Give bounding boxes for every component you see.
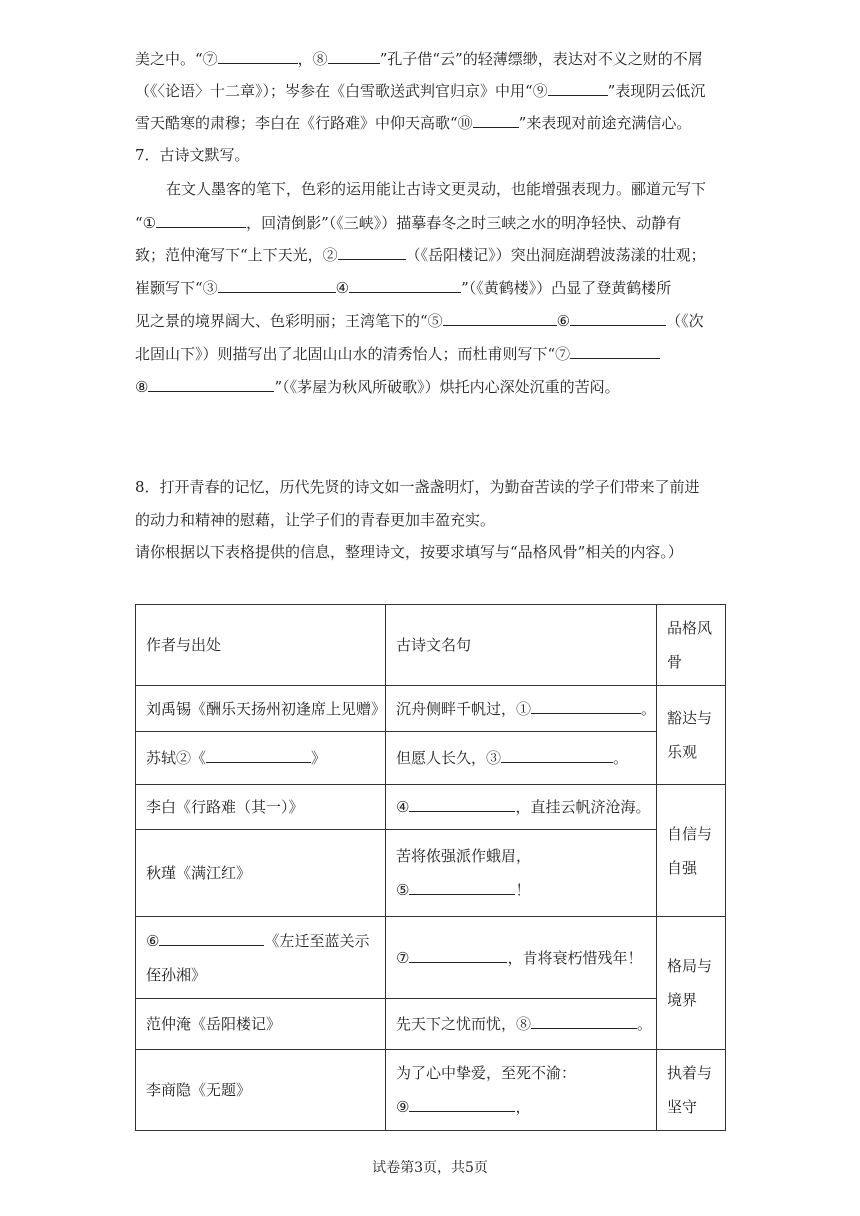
poem-table	[135, 604, 726, 1131]
text: “①	[135, 214, 157, 232]
text-line	[135, 542, 683, 562]
text: 在文人墨客的笔下，色彩的运用能让古诗文更灵动，也能增强表现力。郦道元写下	[166, 180, 707, 198]
text-line	[135, 343, 660, 364]
text-line	[166, 179, 706, 199]
text: ”来表现对前途充满信心。	[518, 114, 692, 132]
text: 请你根据以下表格提供的信息，整理诗文，按要求填写与“品格风骨”相关的内容。）	[135, 543, 683, 561]
text-line	[135, 112, 691, 133]
answer-blank[interactable]	[570, 343, 660, 359]
text: （《岳阳楼记》）突出洞庭湖碧波荡漾的壮观；	[405, 246, 706, 264]
answer-blank[interactable]	[156, 212, 246, 228]
text: 。	[613, 749, 629, 767]
text: ⑨	[396, 1098, 410, 1116]
text: ，回清倒影”（《三峡》）描摹春冬之时三峡之水的明净轻快、动静有	[246, 214, 682, 232]
text: ”孔子借“云”的轻薄缥缈，表达对不义之财的不屑	[379, 50, 703, 68]
answer-blank[interactable]	[206, 747, 311, 763]
answer-blank[interactable]	[328, 48, 380, 64]
text: ⑥	[146, 931, 160, 950]
text: ！	[515, 881, 531, 899]
text: ”（《茅屋为秋风所破歌》）烘托内心深处沉重的苦闷。	[274, 378, 620, 396]
cell-author: 李商隐《无题》	[136, 1050, 386, 1131]
cell-character: 豁达与乐观	[657, 686, 726, 785]
answer-blank[interactable]	[409, 879, 515, 895]
cell-line	[386, 830, 657, 917]
header-line: 古诗文名句	[386, 605, 657, 686]
text: 致；范仲淹写下“上下天光，②	[135, 246, 338, 264]
text: 《左迁至蓝关示侄孙湘》	[146, 931, 370, 984]
text: 见之景的境界阔大、色彩明丽；王湾笔下的“⑤	[135, 312, 443, 330]
answer-blank[interactable]	[473, 112, 519, 128]
answer-blank[interactable]	[409, 947, 507, 963]
table-row	[136, 1050, 726, 1131]
text-line	[396, 873, 646, 907]
text-line	[135, 477, 700, 497]
text: 但愿人长久，③	[396, 749, 502, 767]
cell-author: 秋瑾《满江红》	[136, 830, 386, 917]
text: （《〈论语〉十二章》）；岑参在《白雪歌送武判官归京》中用“⑨	[135, 82, 548, 100]
cell-line	[386, 999, 657, 1050]
text: 美之中。“⑦	[135, 50, 218, 68]
answer-blank[interactable]	[570, 310, 666, 326]
text-line	[135, 376, 620, 397]
table-row	[136, 686, 726, 732]
cell-line	[386, 785, 657, 830]
text: 苦将侬强派作蛾眉，	[396, 847, 532, 865]
answer-blank[interactable]	[548, 80, 608, 96]
text: 的动力和精神的慰藉，让学子们的青春更加丰盈充实。	[135, 511, 496, 529]
answer-blank[interactable]	[218, 277, 336, 293]
text: 7．古诗文默写。	[135, 146, 250, 164]
text: 8．打开青春的记忆，历代先贤的诗文如一盏盏明灯，为勤奋苦读的学子们带来了前进	[135, 478, 700, 496]
header-author: 作者与出处	[136, 605, 386, 686]
text: 雪天酷寒的肃穆；李白在《行路难》中仰天高歌“⑩	[135, 114, 473, 132]
text: （《次	[666, 312, 704, 330]
table-row	[136, 917, 726, 999]
cell-author: 范仲淹《岳阳楼记》	[136, 999, 386, 1050]
text: 》	[311, 749, 327, 767]
answer-blank[interactable]	[409, 1096, 515, 1112]
cell-character: 自信与自强	[657, 785, 726, 917]
cell-line	[386, 917, 657, 999]
text: 崔颢写下“③	[135, 279, 218, 297]
cell-line	[386, 686, 657, 732]
answer-blank[interactable]	[338, 244, 406, 260]
answer-blank[interactable]	[501, 747, 613, 763]
text: 为了心中挚爱，至死不渝：	[396, 1064, 577, 1082]
cell-author	[136, 732, 386, 785]
text: 。	[637, 1015, 653, 1033]
text-line	[135, 277, 671, 298]
text: ⑦	[396, 948, 410, 967]
text: 北固山下》）则描写出了北固山山水的清秀怡人；而杜甫则写下“⑦	[135, 345, 571, 363]
answer-blank[interactable]	[159, 930, 264, 946]
text-line	[135, 244, 706, 265]
text: ，⑧	[297, 50, 328, 68]
answer-blank[interactable]	[148, 376, 274, 392]
cell-character: 格局与境界	[657, 917, 726, 1050]
text-line	[135, 48, 703, 69]
header-character: 品格风骨	[657, 605, 726, 686]
text: ，直挂云帆济沧海。	[515, 798, 651, 816]
cell-author	[136, 917, 386, 999]
text-line	[135, 310, 704, 331]
text-line	[135, 510, 495, 530]
answer-blank[interactable]	[409, 796, 515, 812]
answer-blank[interactable]	[531, 1013, 637, 1029]
page-footer: 试卷第3页，共5页	[372, 1160, 488, 1176]
question-heading	[135, 145, 250, 165]
table-header-row	[136, 605, 726, 686]
answer-blank[interactable]	[531, 698, 641, 714]
text: ，	[515, 1098, 531, 1116]
table-row	[136, 732, 726, 785]
text: 先天下之忧而忧，⑧	[396, 1015, 532, 1033]
text: ④	[335, 279, 350, 297]
answer-blank[interactable]	[218, 48, 298, 64]
table-row	[136, 785, 726, 830]
text: ”（《黄鹤楼》）凸显了登黄鹤楼所	[461, 279, 672, 297]
cell-author: 李白《行路难（其一）》	[136, 785, 386, 830]
cell-line	[386, 732, 657, 785]
text: 沉舟侧畔千帆过，①	[396, 699, 532, 718]
table-row	[136, 999, 726, 1050]
table-row	[136, 830, 726, 917]
text: ⑥	[556, 312, 571, 330]
text: ⑤	[396, 881, 410, 899]
answer-blank[interactable]	[443, 310, 557, 326]
text: ④	[396, 798, 410, 816]
text: ”表现阴云低沉	[607, 82, 706, 100]
cell-author: 刘禹锡《酬乐天扬州初逢席上见赠》	[136, 686, 386, 732]
cell-character: 执着与坚守	[657, 1050, 726, 1131]
text-line	[135, 212, 681, 233]
text: 苏轼②《	[146, 749, 207, 767]
text: ，肯将衰朽惜残年！	[507, 948, 643, 967]
text: ⑧	[135, 378, 149, 396]
text-line	[396, 1090, 646, 1124]
cell-line	[386, 1050, 657, 1131]
text-line	[135, 80, 705, 101]
text: 。	[641, 699, 657, 718]
answer-blank[interactable]	[349, 277, 461, 293]
